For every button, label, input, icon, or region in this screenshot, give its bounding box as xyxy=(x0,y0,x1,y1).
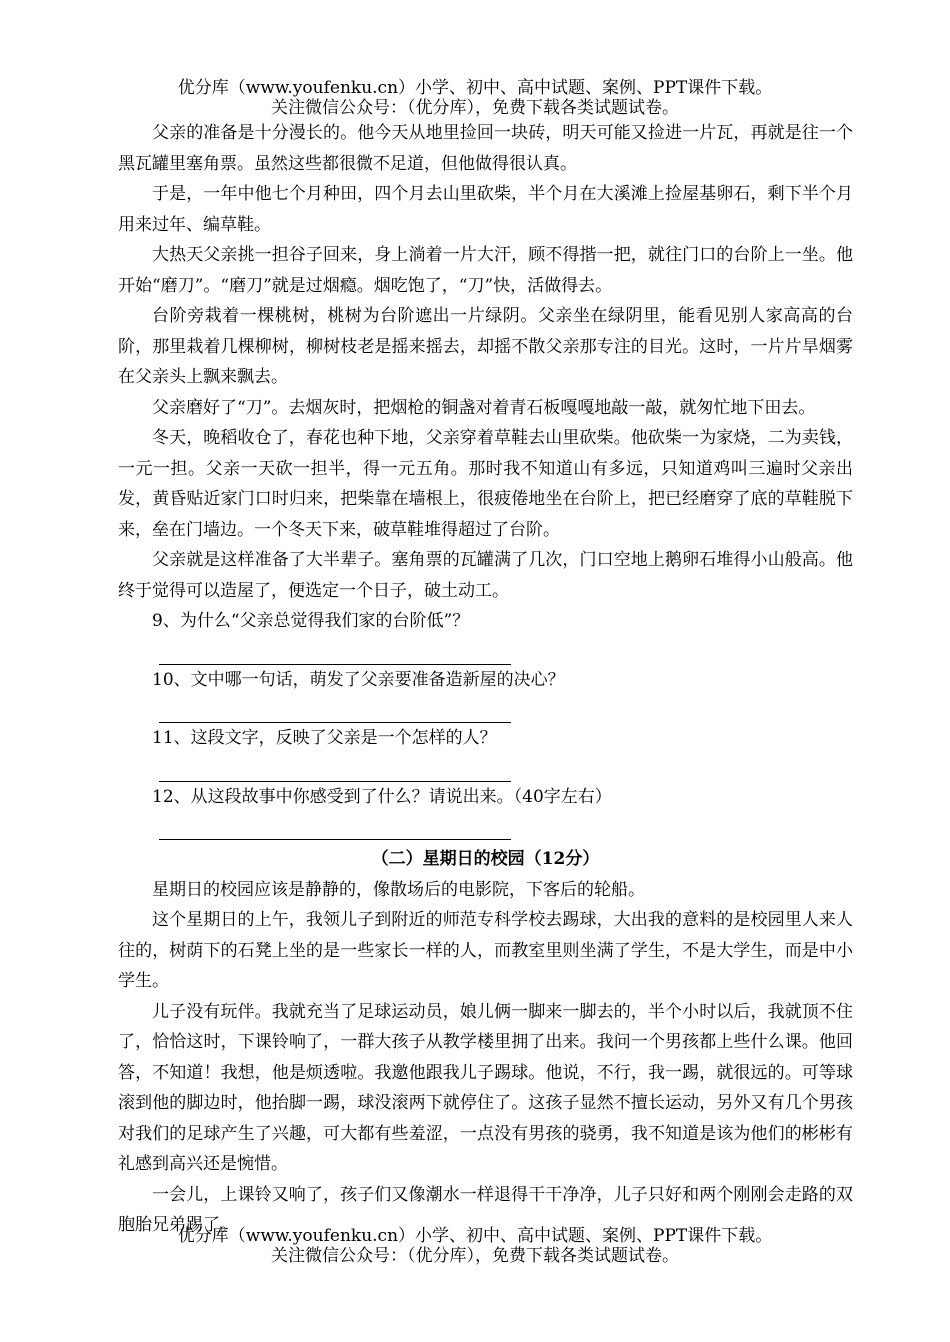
paragraph: 台阶旁栽着一棵桃树，桃树为台阶遮出一片绿阴。父亲坐在绿阴里，能看见别人家高高的台阶，那里栽着几棵柳树，柳树枝老是摇来摇去，却摇不散父亲那专注的目光。这时，一片片旱烟雾在父亲头上飘来飘去。 xyxy=(118,306,853,387)
footer-line-1: 优分库（www.youfenku.cn）小学、初中、高中试题、案例、PPT课件下载。 xyxy=(177,1226,773,1246)
paragraph: 于是，一年中他七个月种田，四个月去山里砍柴，半个月在大溪滩上捡屋基卵石，剩下半个月用来过年、编草鞋。 xyxy=(118,184,853,235)
answer-line-11[interactable] xyxy=(159,754,511,782)
header-line-1: 优分库（www.youfenku.cn）小学、初中、高中试题、案例、PPT课件下载。 xyxy=(177,78,773,98)
paragraph: 星期日的校园应该是静静的，像散场后的电影院，下客后的轮船。 xyxy=(152,879,645,900)
question-12: 12、从这段故事中你感受到了什么？请说出来。（40字左右） xyxy=(152,786,612,807)
paragraph: 儿子没有玩伴。我就充当了足球运动员，娘儿俩一脚来一脚去的，半个小时以后，我就顶不住了，恰恰这时，下课铃响了，一群大孩子从教学楼里拥了出来。我问一个男孩都上些什么课。他回答，不知道！我想，他是烦透啦。我邀他跟我儿子踢球。他说，不行，我一踢，就很远的。可等球滚到他的脚边时，他抬脚一踢，球没滚两下就停住了。这孩子显然不擅长运动，另外又有几个男孩对我们的足球产生了兴趣，可大都有些羞涩，一点没有男孩的骁勇，我不知道是该为他们的彬彬有礼感到高兴还是惋惜。 xyxy=(118,1001,853,1174)
paragraph: 父亲就是这样准备了大半辈子。塞角票的瓦罐满了几次，门口空地上鹅卵石堆得小山般高。他终于觉得可以造屋了，便选定一个日子，破土动工。 xyxy=(118,550,853,601)
question-11: 11、这段文字，反映了父亲是一个怎样的人？ xyxy=(152,728,497,748)
answer-line-12[interactable] xyxy=(159,812,511,840)
paragraph: 父亲的准备是十分漫长的。他今天从地里捡回一块砖，明天可能又捡进一片瓦，再就是往一个黑瓦罐里塞角票。虽然这些都很微不足道，但他做得很认真。 xyxy=(118,123,853,174)
document-body xyxy=(118,118,853,1241)
question-9: 9、为什么“父亲总觉得我们家的台阶低”？ xyxy=(152,611,470,631)
page-header xyxy=(0,78,950,118)
question-10: 10、文中哪一句话，萌发了父亲要准备造新屋的决心？ xyxy=(152,669,565,690)
header-line-2: 关注微信公众号：（优分库），免费下载各类试题试卷。 xyxy=(271,98,679,118)
paragraph: 这个星期日的上午，我领儿子到附近的师范专科学校去踢球，大出我的意料的是校园里人来人往的，树荫下的石凳上坐的是一些家长一样的人，而教室里则坐满了学生，不是大学生，而是中小学生。 xyxy=(118,910,853,991)
footer-line-2: 关注微信公众号：（优分库），免费下载各类试题试卷。 xyxy=(271,1246,679,1266)
paragraph: 父亲磨好了“刀”。去烟灰时，把烟枪的铜盏对着青石板嘎嘎地敲一敲，就匆忙地下田去。 xyxy=(152,397,816,418)
answer-line-10[interactable] xyxy=(159,695,511,723)
answer-line-9[interactable] xyxy=(159,637,511,665)
paragraph: 一会儿，上课铃又响了，孩子们又像潮水一样退得干干净净，儿子只好和两个刚刚会走路的双胞胎兄弟踢了。 xyxy=(118,1184,853,1235)
paragraph: 冬天，晚稻收仓了，春花也种下地，父亲穿着草鞋去山里砍柴。他砍柴一为家烧，二为卖钱，一元一担。父亲一天砍一担半，得一元五角。那时我不知道山有多远，只知道鸡叫三遍时父亲出发，黄昏贴近家门口时归来，把柴靠在墙根上，很疲倦地坐在台阶上，把已经磨穿了底的草鞋脱下来，垒在门墙边。一个冬天下来，破草鞋堆得超过了台阶。 xyxy=(118,428,853,540)
paragraph: 大热天父亲挑一担谷子回来，身上淌着一片大汗，顾不得揩一把，就往门口的台阶上一坐。他开始“磨刀”。“磨刀”就是过烟瘾。烟吃饱了，“刀”快，活做得去。 xyxy=(118,245,853,296)
section-title: （二）星期日的校园（12分） xyxy=(371,849,600,869)
page-footer xyxy=(0,1226,950,1266)
